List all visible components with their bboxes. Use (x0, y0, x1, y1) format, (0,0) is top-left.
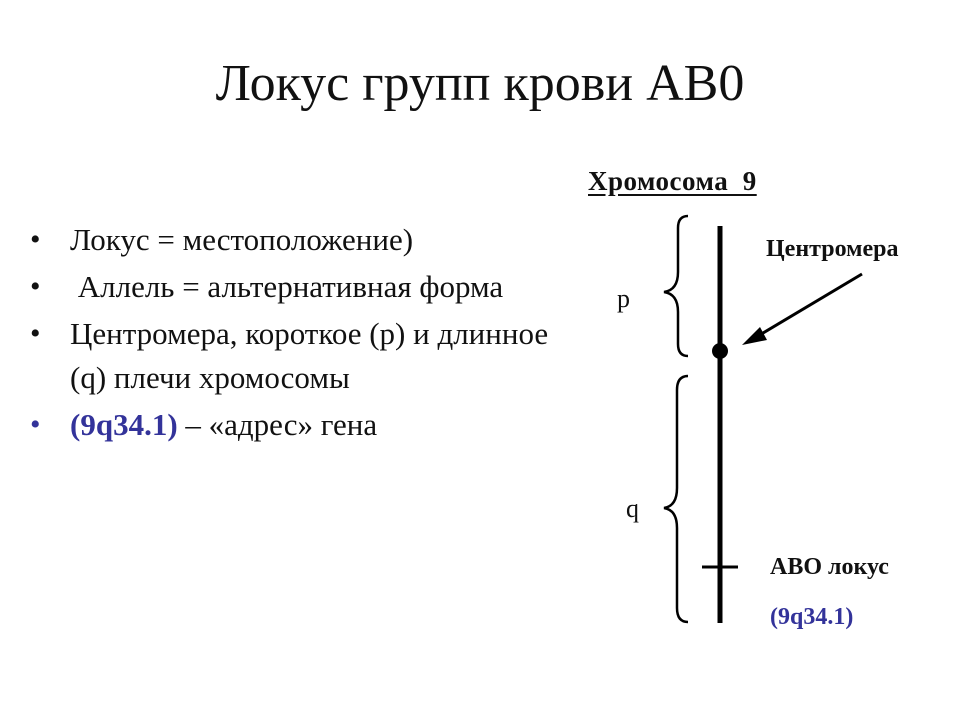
bullet-dot: • (30, 317, 41, 350)
bullet-text-centromere: Центромера, короткое (p) и длинное (q) плечи хромосомы (70, 316, 549, 395)
bullet-text-address: – «адрес» гена (177, 407, 378, 442)
centromere-label: Центромера (766, 236, 899, 262)
bullet-address-code: (9q34.1) (70, 407, 178, 442)
p-arm-brace (664, 216, 688, 356)
centromere-arrow-head (742, 327, 767, 345)
abo-locus-address: (9q34.1) (770, 604, 854, 630)
chromosome-title: Хромосома 9 (588, 166, 757, 196)
bullet-dot: • (30, 223, 41, 256)
slide-title: Локус групп крови АВ0 (215, 55, 745, 112)
bullet-dot: • (30, 408, 41, 441)
bullet-text-locus: Локус = местоположение) (70, 222, 414, 257)
p-arm-label: p (617, 284, 630, 313)
q-arm-label: q (626, 494, 639, 523)
centromere-dot (712, 343, 728, 359)
centromere-arrow-line (758, 274, 862, 336)
bullet-dot: • (30, 270, 41, 303)
q-arm-brace (664, 376, 688, 622)
abo-locus-label: АВО локус (770, 554, 889, 580)
bullet-text-allele: Аллель = альтернативная форма (70, 269, 504, 304)
